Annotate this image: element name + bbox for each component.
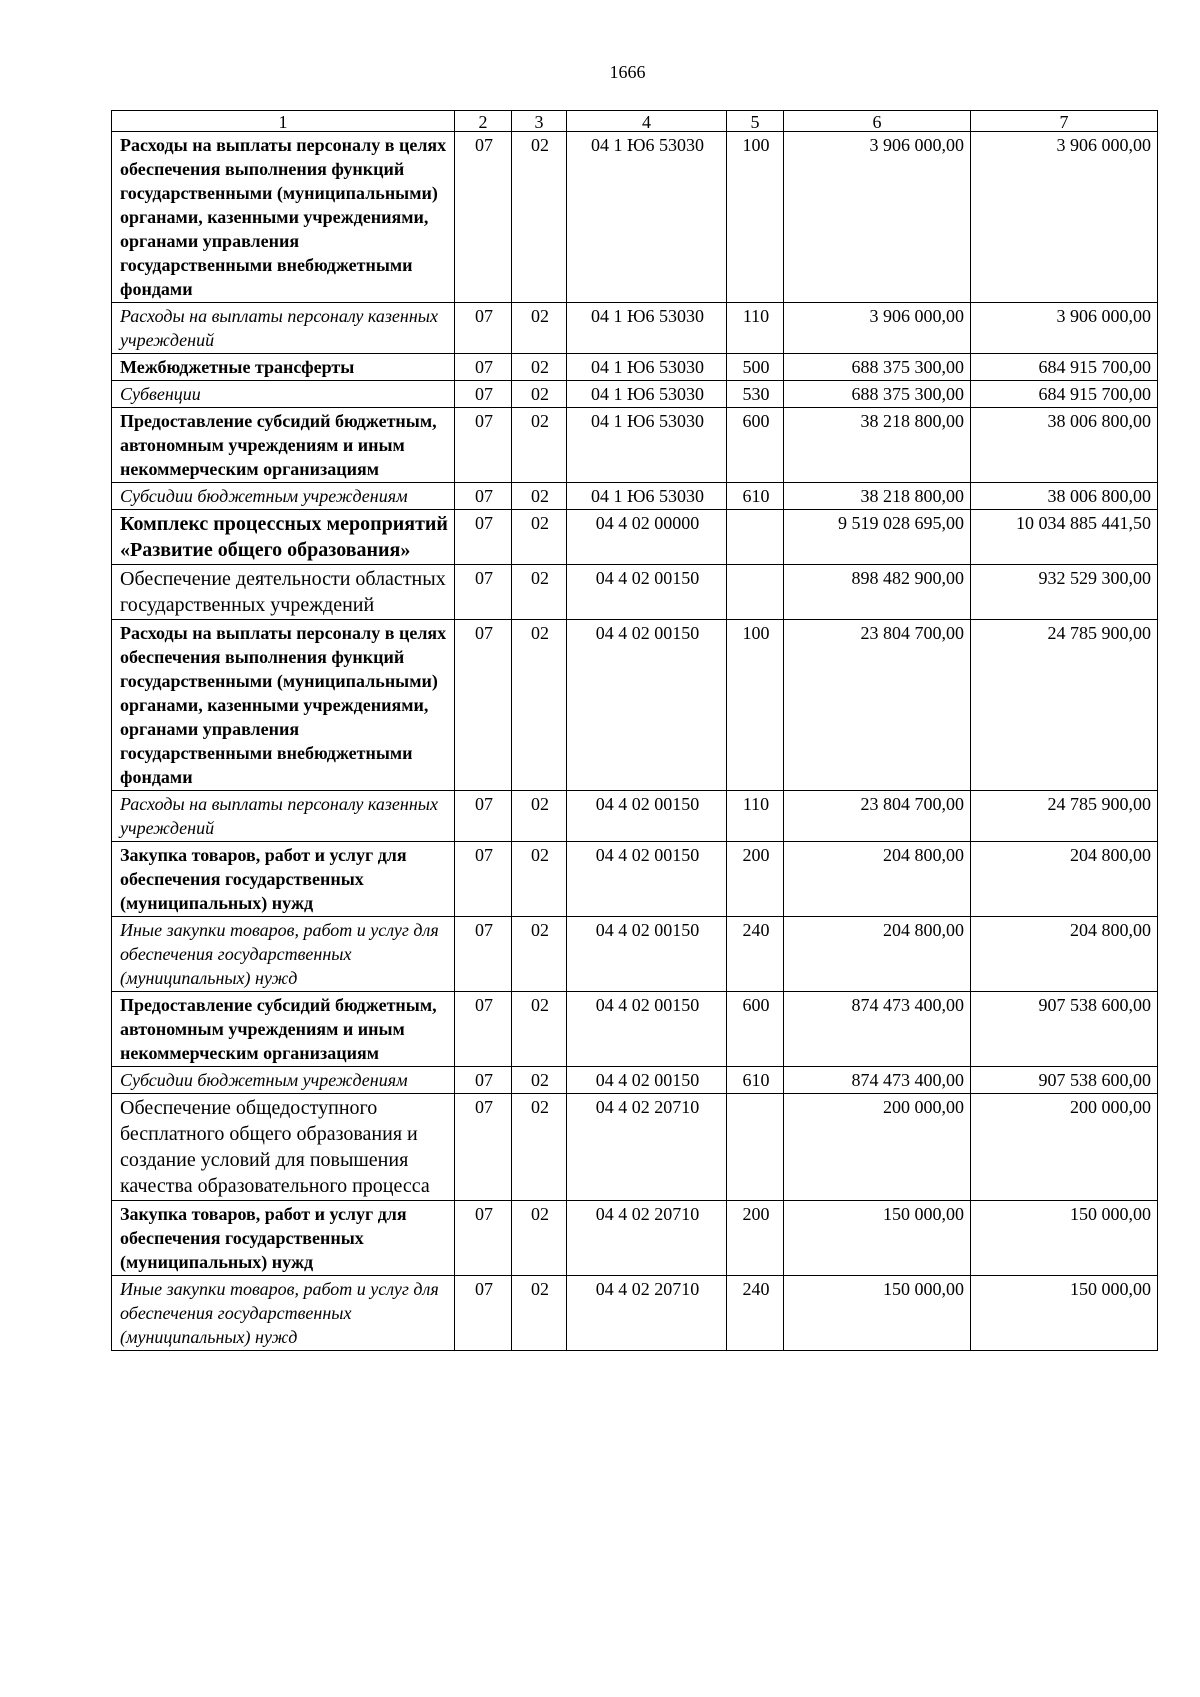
column-header: 3 xyxy=(512,111,567,132)
subsection-code-cell: 02 xyxy=(512,620,567,791)
subsection-code-cell: 02 xyxy=(512,917,567,992)
row-name-cell: Субвенции xyxy=(112,381,455,408)
expense-type-cell: 110 xyxy=(727,791,784,842)
expense-type-cell: 110 xyxy=(727,303,784,354)
target-article-cell: 04 4 02 20710 xyxy=(567,1276,727,1351)
amount-year1-cell: 688 375 300,00 xyxy=(784,381,971,408)
row-name-cell: Субсидии бюджетным учреждениям xyxy=(112,483,455,510)
amount-year1-cell: 688 375 300,00 xyxy=(784,354,971,381)
column-header: 2 xyxy=(455,111,512,132)
table-row xyxy=(112,408,1158,483)
section-code-cell: 07 xyxy=(455,917,512,992)
column-header: 4 xyxy=(567,111,727,132)
subsection-code-cell: 02 xyxy=(512,1276,567,1351)
section-code-cell: 07 xyxy=(455,1094,512,1201)
table-row xyxy=(112,992,1158,1067)
amount-year2-cell: 200 000,00 xyxy=(971,1094,1158,1201)
section-code-cell: 07 xyxy=(455,791,512,842)
table-row xyxy=(112,510,1158,565)
target-article-cell: 04 4 02 00150 xyxy=(567,565,727,620)
expense-type-cell: 600 xyxy=(727,992,784,1067)
subsection-code-cell: 02 xyxy=(512,565,567,620)
table-row xyxy=(112,842,1158,917)
section-code-cell: 07 xyxy=(455,408,512,483)
expense-type-cell xyxy=(727,510,784,565)
row-name-cell: Расходы на выплаты персоналу казенных учреждений xyxy=(112,303,455,354)
amount-year2-cell: 150 000,00 xyxy=(971,1276,1158,1351)
row-name-cell: Расходы на выплаты персоналу в целях обеспечения выполнения функций государственными (муниципальными) органами, казенными учреждениями, органами управления государственными внебюджетными фондами xyxy=(112,620,455,791)
table-body xyxy=(112,132,1158,1351)
table-row xyxy=(112,565,1158,620)
amount-year1-cell: 9 519 028 695,00 xyxy=(784,510,971,565)
section-code-cell: 07 xyxy=(455,1201,512,1276)
subsection-code-cell: 02 xyxy=(512,132,567,303)
subsection-code-cell: 02 xyxy=(512,510,567,565)
expense-type-cell: 200 xyxy=(727,842,784,917)
amount-year1-cell: 150 000,00 xyxy=(784,1276,971,1351)
table-row xyxy=(112,1094,1158,1201)
expense-type-cell: 240 xyxy=(727,917,784,992)
expense-type-cell xyxy=(727,1094,784,1201)
table-row xyxy=(112,791,1158,842)
amount-year2-cell: 204 800,00 xyxy=(971,917,1158,992)
section-code-cell: 07 xyxy=(455,620,512,791)
table-row xyxy=(112,483,1158,510)
amount-year1-cell: 38 218 800,00 xyxy=(784,483,971,510)
column-header: 5 xyxy=(727,111,784,132)
target-article-cell: 04 1 Ю6 53030 xyxy=(567,381,727,408)
amount-year1-cell: 150 000,00 xyxy=(784,1201,971,1276)
budget-table xyxy=(111,110,1158,1351)
row-name-cell: Предоставление субсидий бюджетным, автономным учреждениям и иным некоммерческим организациям xyxy=(112,992,455,1067)
expense-type-cell: 240 xyxy=(727,1276,784,1351)
target-article-cell: 04 4 02 00150 xyxy=(567,620,727,791)
row-name-cell: Расходы на выплаты персоналу казенных учреждений xyxy=(112,791,455,842)
section-code-cell: 07 xyxy=(455,483,512,510)
table-row xyxy=(112,917,1158,992)
column-header: 1 xyxy=(112,111,455,132)
amount-year2-cell: 10 034 885 441,50 xyxy=(971,510,1158,565)
subsection-code-cell: 02 xyxy=(512,992,567,1067)
target-article-cell: 04 1 Ю6 53030 xyxy=(567,408,727,483)
target-article-cell: 04 4 02 00150 xyxy=(567,842,727,917)
subsection-code-cell: 02 xyxy=(512,1094,567,1201)
row-name-cell: Обеспечение деятельности областных государственных учреждений xyxy=(112,565,455,620)
amount-year2-cell: 684 915 700,00 xyxy=(971,354,1158,381)
subsection-code-cell: 02 xyxy=(512,483,567,510)
expense-type-cell: 100 xyxy=(727,132,784,303)
table-row xyxy=(112,1067,1158,1094)
row-name-cell: Обеспечение общедоступного бесплатного общего образования и создание условий для повышения качества образовательного процесса xyxy=(112,1094,455,1201)
column-header: 6 xyxy=(784,111,971,132)
section-code-cell: 07 xyxy=(455,354,512,381)
expense-type-cell: 610 xyxy=(727,1067,784,1094)
page-number: 1666 xyxy=(609,62,646,82)
target-article-cell: 04 4 02 00150 xyxy=(567,791,727,842)
section-code-cell: 07 xyxy=(455,132,512,303)
expense-type-cell: 600 xyxy=(727,408,784,483)
expense-type-cell: 530 xyxy=(727,381,784,408)
amount-year2-cell: 3 906 000,00 xyxy=(971,303,1158,354)
amount-year1-cell: 874 473 400,00 xyxy=(784,992,971,1067)
amount-year1-cell: 38 218 800,00 xyxy=(784,408,971,483)
table-row xyxy=(112,1201,1158,1276)
amount-year2-cell: 204 800,00 xyxy=(971,842,1158,917)
amount-year1-cell: 874 473 400,00 xyxy=(784,1067,971,1094)
expense-type-cell xyxy=(727,565,784,620)
amount-year2-cell: 24 785 900,00 xyxy=(971,620,1158,791)
table-row xyxy=(112,132,1158,303)
subsection-code-cell: 02 xyxy=(512,303,567,354)
table-row xyxy=(112,303,1158,354)
amount-year2-cell: 150 000,00 xyxy=(971,1201,1158,1276)
amount-year1-cell: 23 804 700,00 xyxy=(784,620,971,791)
amount-year2-cell: 932 529 300,00 xyxy=(971,565,1158,620)
amount-year2-cell: 38 006 800,00 xyxy=(971,408,1158,483)
row-name-cell: Иные закупки товаров, работ и услуг для обеспечения государственных (муниципальных) нужд xyxy=(112,1276,455,1351)
amount-year2-cell: 38 006 800,00 xyxy=(971,483,1158,510)
amount-year1-cell: 23 804 700,00 xyxy=(784,791,971,842)
table-row xyxy=(112,354,1158,381)
section-code-cell: 07 xyxy=(455,1067,512,1094)
subsection-code-cell: 02 xyxy=(512,791,567,842)
amount-year2-cell: 24 785 900,00 xyxy=(971,791,1158,842)
section-code-cell: 07 xyxy=(455,510,512,565)
table-row xyxy=(112,620,1158,791)
table-row xyxy=(112,381,1158,408)
row-name-cell: Иные закупки товаров, работ и услуг для обеспечения государственных (муниципальных) нужд xyxy=(112,917,455,992)
section-code-cell: 07 xyxy=(455,381,512,408)
subsection-code-cell: 02 xyxy=(512,354,567,381)
subsection-code-cell: 02 xyxy=(512,381,567,408)
row-name-cell: Межбюджетные трансферты xyxy=(112,354,455,381)
target-article-cell: 04 4 02 00000 xyxy=(567,510,727,565)
row-name-cell: Комплекс процессных мероприятий «Развитие общего образования» xyxy=(112,510,455,565)
amount-year2-cell: 684 915 700,00 xyxy=(971,381,1158,408)
target-article-cell: 04 4 02 00150 xyxy=(567,992,727,1067)
amount-year2-cell: 3 906 000,00 xyxy=(971,132,1158,303)
subsection-code-cell: 02 xyxy=(512,1067,567,1094)
row-name-cell: Предоставление субсидий бюджетным, автономным учреждениям и иным некоммерческим организациям xyxy=(112,408,455,483)
amount-year1-cell: 200 000,00 xyxy=(784,1094,971,1201)
amount-year1-cell: 3 906 000,00 xyxy=(784,303,971,354)
section-code-cell: 07 xyxy=(455,1276,512,1351)
subsection-code-cell: 02 xyxy=(512,1201,567,1276)
expense-type-cell: 500 xyxy=(727,354,784,381)
section-code-cell: 07 xyxy=(455,565,512,620)
row-name-cell: Закупка товаров, работ и услуг для обеспечения государственных (муниципальных) нужд xyxy=(112,1201,455,1276)
target-article-cell: 04 4 02 00150 xyxy=(567,917,727,992)
expense-type-cell: 200 xyxy=(727,1201,784,1276)
column-header: 7 xyxy=(971,111,1158,132)
section-code-cell: 07 xyxy=(455,303,512,354)
row-name-cell: Субсидии бюджетным учреждениям xyxy=(112,1067,455,1094)
subsection-code-cell: 02 xyxy=(512,842,567,917)
subsection-code-cell: 02 xyxy=(512,408,567,483)
target-article-cell: 04 1 Ю6 53030 xyxy=(567,483,727,510)
target-article-cell: 04 4 02 20710 xyxy=(567,1094,727,1201)
target-article-cell: 04 4 02 00150 xyxy=(567,1067,727,1094)
section-code-cell: 07 xyxy=(455,992,512,1067)
target-article-cell: 04 1 Ю6 53030 xyxy=(567,132,727,303)
section-code-cell: 07 xyxy=(455,842,512,917)
table-row xyxy=(112,1276,1158,1351)
header-row xyxy=(112,111,1158,132)
target-article-cell: 04 1 Ю6 53030 xyxy=(567,303,727,354)
target-article-cell: 04 4 02 20710 xyxy=(567,1201,727,1276)
amount-year2-cell: 907 538 600,00 xyxy=(971,992,1158,1067)
row-name-cell: Расходы на выплаты персоналу в целях обеспечения выполнения функций государственными (муниципальными) органами, казенными учреждениями, органами управления государственными внебюджетными фондами xyxy=(112,132,455,303)
amount-year1-cell: 204 800,00 xyxy=(784,842,971,917)
amount-year2-cell: 907 538 600,00 xyxy=(971,1067,1158,1094)
target-article-cell: 04 1 Ю6 53030 xyxy=(567,354,727,381)
row-name-cell: Закупка товаров, работ и услуг для обеспечения государственных (муниципальных) нужд xyxy=(112,842,455,917)
expense-type-cell: 100 xyxy=(727,620,784,791)
amount-year1-cell: 3 906 000,00 xyxy=(784,132,971,303)
amount-year1-cell: 204 800,00 xyxy=(784,917,971,992)
amount-year1-cell: 898 482 900,00 xyxy=(784,565,971,620)
expense-type-cell: 610 xyxy=(727,483,784,510)
table-header xyxy=(112,111,1158,132)
